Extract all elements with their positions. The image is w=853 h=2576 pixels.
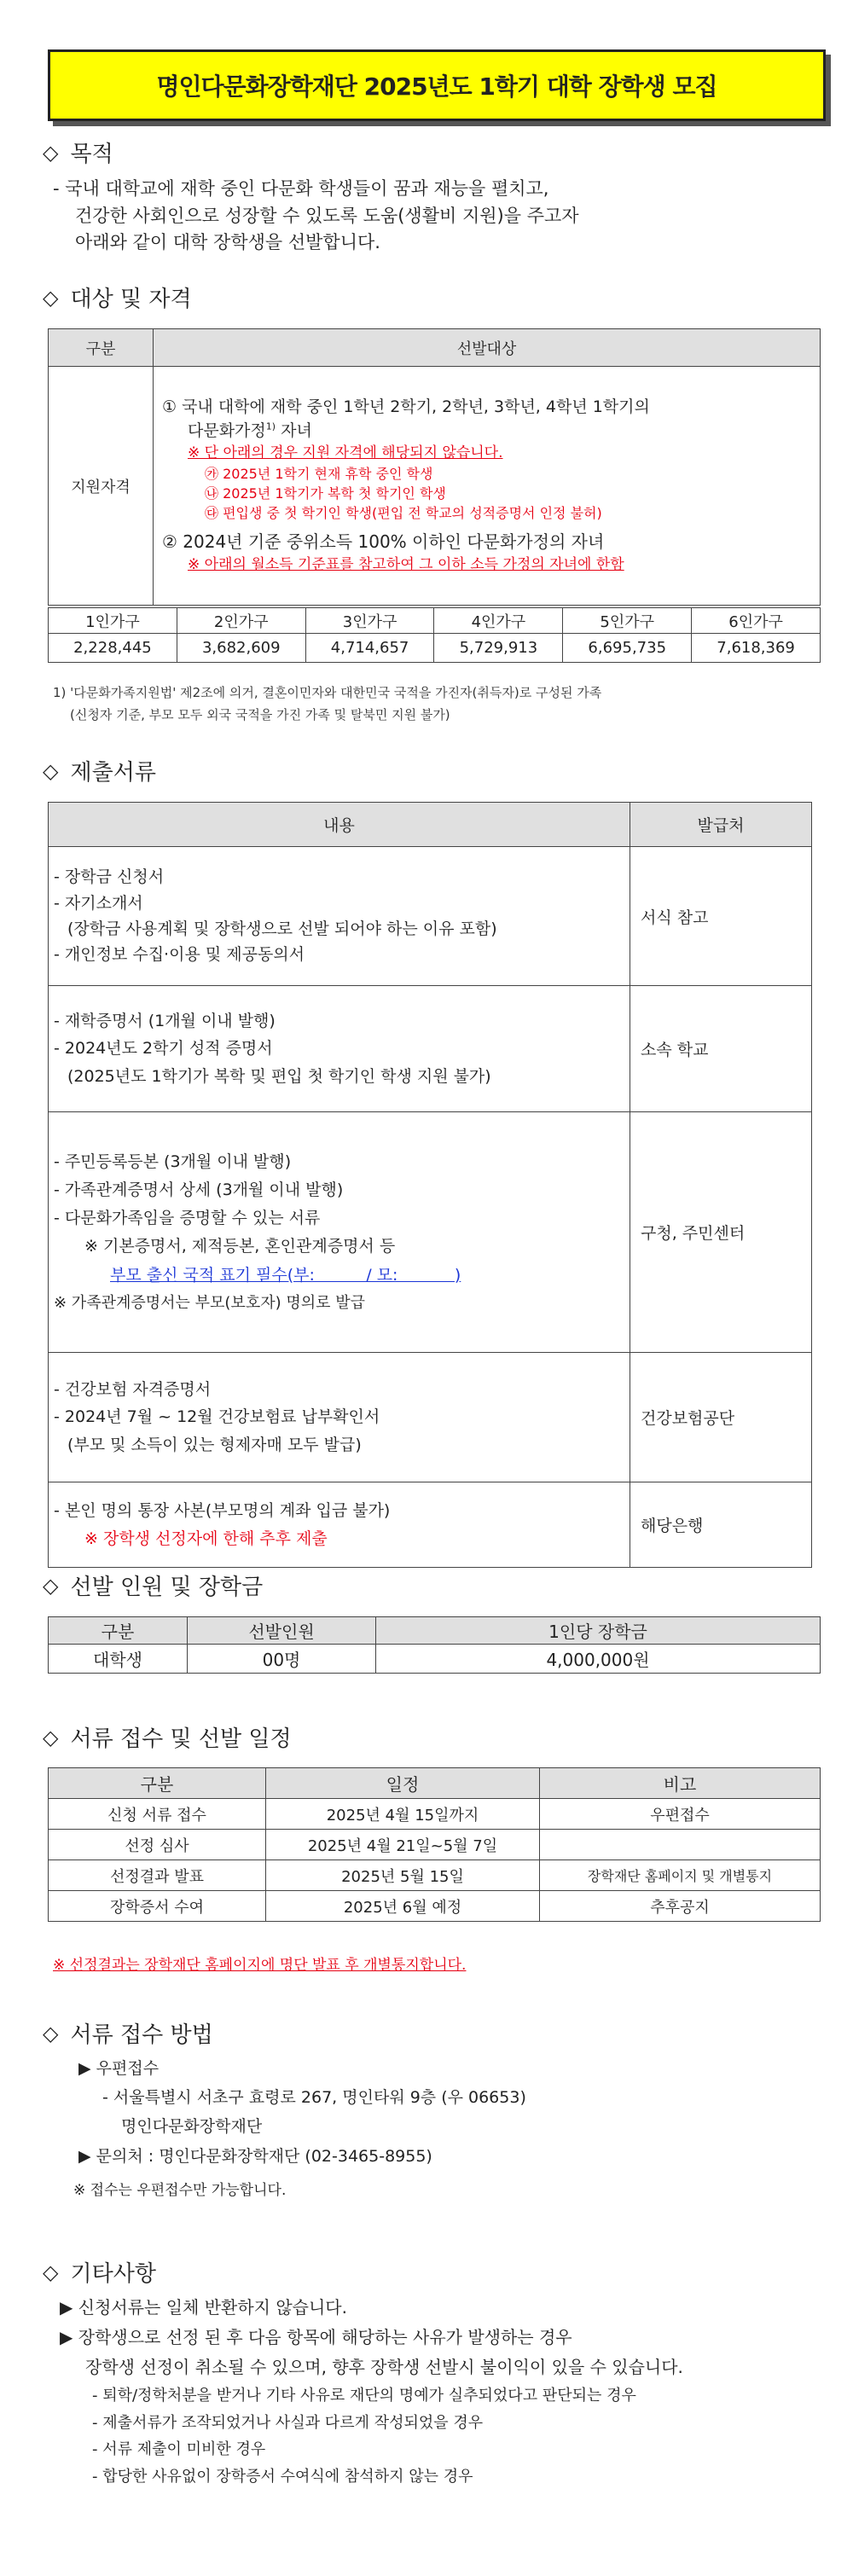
doc-item: - 개인정보 수집·이용 및 제공동의서 — [54, 945, 305, 965]
table-header: 구분 — [49, 1617, 188, 1645]
table-header: 구분 — [49, 329, 154, 367]
table-header: 일정 — [266, 1768, 540, 1799]
purpose-line: - 국내 대학교에 재학 중인 다문화 학생들이 꿈과 재능을 펼치고, — [53, 178, 549, 199]
issuer: 구청, 주민센터 — [630, 1112, 812, 1353]
table-cell: 우편접수 — [540, 1799, 821, 1830]
purpose-text — [53, 176, 579, 257]
doc-item: - 주민등록등본 (3개월 이내 발행) — [54, 1152, 292, 1171]
section-heading-documents — [43, 755, 156, 786]
income-header: 4인가구 — [434, 608, 563, 634]
documents-row — [49, 986, 630, 1112]
eligibility-table — [48, 328, 821, 606]
exclusion-item: ㉮ 2025년 1학기 현재 휴학 중인 학생 — [205, 465, 433, 482]
eligibility-detail — [154, 367, 821, 606]
doc-item: - 본인 명의 통장 사본(부모명의 계좌 입금 불가) — [54, 1501, 391, 1521]
table-cell: 장학증서 수여 — [49, 1891, 266, 1922]
diamond-icon: ◇ — [43, 2021, 59, 2045]
purpose-line: 건강한 사회인으로 성장할 수 있도록 도움(생활비 지원)을 주고자 — [75, 205, 579, 226]
etc-item: - 합당한 사유없이 장학증서 수여식에 참석하지 않는 경우 — [92, 2467, 473, 2486]
issuer: 해당은행 — [630, 1482, 812, 1568]
table-header: 구분 — [49, 1768, 266, 1799]
table-cell: 장학재단 홈페이지 및 개별통지 — [540, 1860, 821, 1891]
footnote — [53, 682, 601, 726]
documents-row — [49, 1482, 630, 1568]
diamond-icon: ◇ — [43, 2260, 59, 2284]
income-header: 1인가구 — [49, 608, 177, 634]
section-title: 기타사항 — [70, 2261, 156, 2287]
footnote-line: (신청자 기준, 부모 모두 외국 국적을 가진 가족 및 탈북민 지원 불가) — [70, 706, 450, 722]
diamond-icon: ◇ — [43, 758, 59, 783]
schedule-table — [48, 1767, 821, 1922]
table-header: 선발대상 — [154, 329, 821, 367]
etc-item: - 서류 제출이 미비한 경우 — [92, 2440, 266, 2458]
income-value: 3,682,609 — [177, 634, 305, 663]
table-header: 비고 — [540, 1768, 821, 1799]
schedule-note: ※ 선정결과는 장학재단 홈페이지에 명단 발표 후 개별통지합니다. — [53, 1957, 467, 1974]
table-cell: 4,000,000원 — [376, 1645, 821, 1674]
row-label: 지원자격 — [49, 367, 154, 606]
section-heading-eligibility — [43, 281, 192, 313]
criterion-1-cont — [162, 420, 811, 444]
contact-line: ▶ 문의처 : 명인다문화장학재단 (02-3465-8955) — [78, 2146, 432, 2166]
table-cell: 선정 심사 — [49, 1830, 266, 1860]
etc-line: 장학생 선정이 취소될 수 있으며, 향후 장학생 선발시 불이익이 있을 수 있습니다. — [85, 2357, 683, 2377]
diamond-icon: ◇ — [43, 1573, 59, 1598]
address-line: 명인다문화장학재단 — [121, 2117, 263, 2137]
doc-item: - 장학금 신청서 — [54, 867, 165, 887]
section-heading-quota — [43, 1569, 263, 1601]
table-cell — [540, 1830, 821, 1860]
footnote-ref: 1) — [265, 421, 276, 432]
income-header: 3인가구 — [305, 608, 434, 634]
doc-item: - 다문화가족임을 증명할 수 있는 서류 — [54, 1209, 321, 1228]
method-note: ※ 접수는 우편접수만 가능합니다. — [73, 2181, 287, 2199]
income-value: 5,729,913 — [434, 634, 563, 663]
etc-item: - 퇴학/정학처분을 받거나 기타 사유로 재단의 명예가 실추되었다고 판단되는 경우 — [92, 2387, 636, 2405]
title-text: 명인다문화장학재단 2025년도 1학기 대학 장학생 모집 — [156, 73, 717, 101]
section-heading-schedule — [43, 1721, 292, 1753]
table-header: 1인당 장학금 — [376, 1617, 821, 1645]
income-header: 5인가구 — [563, 608, 692, 634]
nationality-note: 부모 출신 국적 표기 필수(부: / 모: ) — [110, 1265, 461, 1285]
table-cell: 2025년 5월 15일 — [266, 1860, 540, 1891]
address-line: - 서울특별시 서초구 효령로 267, 명인타워 9층 (우 06653) — [102, 2088, 526, 2108]
income-value: 6,695,735 — [563, 634, 692, 663]
doc-item: - 2024년도 2학기 성적 증명서 — [54, 1039, 273, 1059]
table-cell: 2025년 4월 15일까지 — [266, 1799, 540, 1830]
table-header: 발급처 — [630, 803, 812, 847]
section-title: 서류 접수 및 선발 일정 — [70, 1726, 292, 1752]
doc-note: ※ 장학생 선정자에 한해 추후 제출 — [84, 1529, 328, 1548]
purpose-line: 아래와 같이 대학 장학생을 선발합니다. — [75, 232, 380, 252]
table-cell: 대학생 — [49, 1645, 188, 1674]
table-cell: 신청 서류 접수 — [49, 1799, 266, 1830]
issuer: 서식 참고 — [630, 847, 812, 986]
page-title — [48, 49, 826, 121]
doc-item: (장학금 사용계획 및 장학생으로 선발 되어야 하는 이유 포함) — [67, 920, 497, 938]
etc-line: ▶ 장학생으로 선정 된 후 다음 항목에 해당하는 사유가 발생하는 경우 — [60, 2327, 572, 2347]
table-header: 선발인원 — [188, 1617, 376, 1645]
criterion-text: 자녀 — [276, 421, 312, 440]
section-title: 서류 접수 방법 — [70, 2022, 213, 2048]
income-value: 4,714,657 — [305, 634, 434, 663]
method-text — [73, 2054, 526, 2203]
documents-row — [49, 1112, 630, 1353]
doc-item: (2025년도 1학기가 복학 및 편입 첫 학기인 학생 지원 불가) — [67, 1066, 491, 1086]
table-cell: 선정결과 발표 — [49, 1860, 266, 1891]
doc-note: ※ 가족관계증명서는 부모(보호자) 명의로 발급 — [54, 1293, 365, 1312]
exclusion-note: ※ 단 아래의 경우 지원 자격에 해당되지 않습니다. — [188, 444, 503, 462]
footnote-line: 1) '다문화가족지원법' 제2조에 의거, 결혼이민자와 대한민국 국적을 가진자(취득자)로 구성된 가족 — [53, 685, 602, 700]
income-header: 2인가구 — [177, 608, 305, 634]
section-heading-method — [43, 2017, 213, 2049]
income-table — [48, 607, 821, 663]
diamond-icon: ◇ — [43, 285, 59, 310]
doc-item: - 건강보험 자격증명서 — [54, 1380, 212, 1400]
section-heading-purpose — [43, 136, 113, 168]
doc-item: - 가족관계증명서 상세 (3개월 이내 발행) — [54, 1180, 344, 1199]
table-cell: 2025년 4월 21일~5월 7일 — [266, 1830, 540, 1860]
criterion-text: 다문화가정 — [188, 421, 266, 440]
etc-item: - 제출서류가 조작되었거나 사실과 다르게 작성되었을 경우 — [92, 2413, 484, 2432]
table-header: 내용 — [49, 803, 630, 847]
income-header: 6인가구 — [692, 608, 821, 634]
issuer: 건강보험공단 — [630, 1353, 812, 1482]
section-title: 목적 — [70, 142, 113, 167]
documents-row — [49, 1353, 630, 1482]
diamond-icon: ◇ — [43, 140, 59, 165]
section-title: 제출서류 — [70, 760, 156, 786]
issuer: 소속 학교 — [630, 986, 812, 1112]
table-cell: 추후공지 — [540, 1891, 821, 1922]
table-cell: 00명 — [188, 1645, 376, 1674]
income-note: ※ 아래의 월소득 기준표를 참고하여 그 이하 소득 가정의 자녀에 한함 — [188, 556, 624, 574]
section-title: 선발 인원 및 장학금 — [70, 1575, 264, 1600]
income-value: 7,618,369 — [692, 634, 821, 663]
section-heading-etc — [43, 2256, 156, 2288]
doc-item: - 2024년 7월 ~ 12월 건강보험료 납부확인서 — [54, 1407, 380, 1427]
diamond-icon: ◇ — [43, 1725, 59, 1749]
method-line: ▶ 우편접수 — [78, 2059, 160, 2078]
table-cell: 2025년 6월 예정 — [266, 1891, 540, 1922]
quota-table — [48, 1616, 821, 1674]
doc-item: - 자기소개서 — [54, 893, 143, 913]
criterion-2: ② 2024년 기준 중위소득 100% 이하인 다문화가정의 자녀 — [162, 531, 605, 553]
doc-item: - 재학증명서 (1개월 이내 발행) — [54, 1012, 276, 1031]
exclusion-item: ㉰ 편입생 중 첫 학기인 학생(편입 전 학교의 성적증명서 인정 불허) — [205, 505, 602, 522]
doc-item: ※ 기본증명서, 제적등본, 혼인관계증명서 등 — [84, 1237, 396, 1256]
criterion-1: ① 국내 대학에 재학 중인 1학년 2학기, 2학년, 3학년, 4학년 1학기의 — [162, 397, 650, 417]
etc-text — [60, 2293, 683, 2490]
income-value: 2,228,445 — [49, 634, 177, 663]
documents-table — [48, 802, 812, 1568]
exclusion-item: ㉯ 2025년 1학기가 복학 첫 학기인 학생 — [205, 484, 446, 502]
section-title: 대상 및 자격 — [70, 287, 192, 312]
etc-line: ▶ 신청서류는 일체 반환하지 않습니다. — [60, 2297, 347, 2318]
doc-item: (부모 및 소득이 있는 형제자매 모두 발급) — [67, 1435, 362, 1454]
documents-row — [49, 847, 630, 986]
